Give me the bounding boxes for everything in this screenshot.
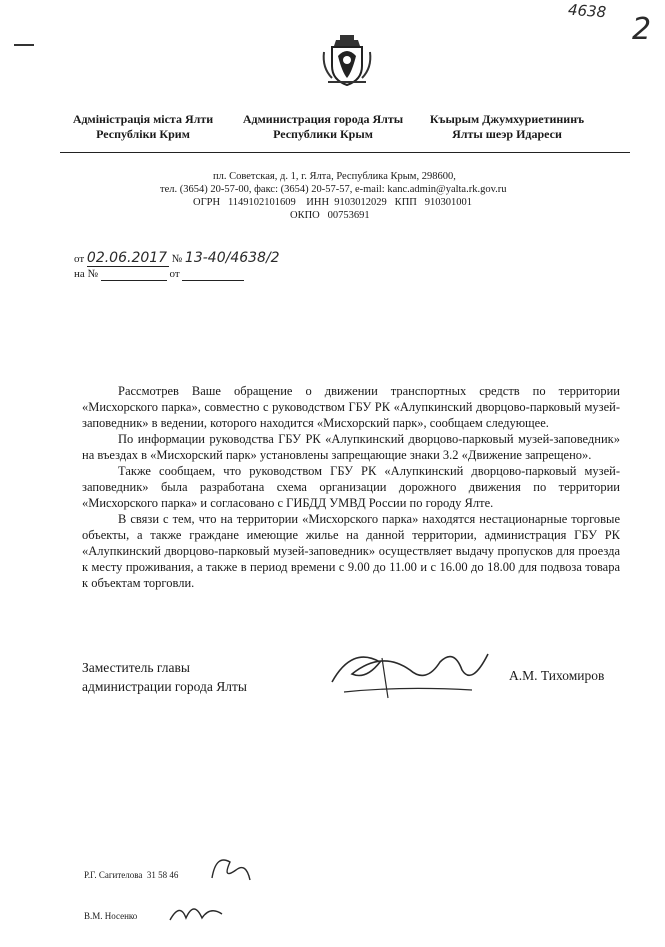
incoming-number-annotation: 4638 (567, 0, 607, 22)
signatory-name: А.М. Тихомиров (509, 668, 605, 683)
outgoing-reference (74, 250, 280, 267)
paragraph-2: По информации руководства ГБУ РК «Алупкинский дворцово-парковый музей-заповедник» на въездах в «Мисхорский парк» установлены запрещающие знаки 3.2 «Движение запрещено». (82, 432, 620, 462)
from2-label: от (169, 268, 180, 280)
number-label: № (171, 253, 183, 265)
to-number-blank (101, 268, 167, 281)
header-crimean-tatar-line2: Ялты шеэр Идареси (452, 127, 562, 141)
approver-line: В.М. Носенко (84, 911, 138, 921)
paragraph-3: Также сообщаем, что руководством ГБУ РК «Алупкинский дворцово-парковый музей-заповедник» была разработана схема организации дорожного движения по территории «Мисхорского парка» и согласовано с ГИБДД УМВД России по городу Ялте. (82, 464, 620, 510)
outgoing-date: 02.06.2017 (86, 250, 168, 266)
registration-codes-line: ОГРН 1149102101609 ИНН 9103012029 КПП 910301001 (193, 197, 472, 208)
signatory-title (82, 658, 247, 696)
executor-line: Р.Г. Сагителова 31 58 46 (84, 870, 179, 880)
header-ukrainian-line1: Адміністрація міста Ялти (72, 112, 214, 126)
coat-of-arms-emblem (318, 32, 376, 90)
page-mark-annotation: 2 (632, 12, 652, 47)
from-label: от (74, 253, 85, 265)
executor-initials (206, 850, 256, 890)
phone-email-line: тел. (3654) 20-57-00, факс: (3654) 20-57-57, e-mail: kanc.admin@yalta.rk.gov.ru (160, 184, 507, 195)
incoming-reference (74, 268, 244, 281)
paragraph-1: Рассмотрев Ваше обращение о движении транспортных средств по территории «Мисхорского парка», совместно с руководством ГБУ РК «Алупкинский дворцово-парковый музей-заповедник» в ведении, которого находится «Мисхорский парк», сообщаем следующее. (82, 384, 620, 430)
header-russian-line1: Администрация города Ялты (242, 112, 404, 126)
header-crimean-tatar (422, 112, 592, 142)
header-ukrainian-line2: Республіки Крим (96, 127, 190, 141)
header-russian-line2: Республики Крым (273, 127, 373, 141)
header-ukrainian (68, 112, 218, 142)
to-label: на № (74, 268, 99, 280)
okpo-line: ОКПО 00753691 (290, 210, 370, 221)
handwritten-signature (322, 640, 502, 704)
header-russian (232, 112, 414, 142)
approver-initials (166, 896, 226, 930)
header-crimean-tatar-line1: Къырым Джумхуриетининъ (429, 112, 585, 126)
signatory-title-line2: администрации города Ялты (82, 679, 247, 694)
address-line: пл. Советская, д. 1, г. Ялта, Республика Крым, 298600, (213, 171, 456, 182)
paragraph-4: В связи с тем, что на территории «Мисхорского парка» находятся нестационарные торговые объекты, а также граждане имеющие жилье на данной территории, администрация ГБУ РК «Алупкинский дворцово-парковый музей-заповедник» осуществляет выдачу пропусков для проезда к месту проживания, а также в период времени с 9.00 до 11.00 и с 16.00 до 18.00 для подвоза товара к объектам торговли. (82, 512, 620, 590)
outgoing-number: 13-40/4638/2 (184, 250, 280, 266)
left-edge-mark (14, 44, 34, 46)
signatory-title-line1: Заместитель главы (82, 660, 190, 675)
letter-body (82, 383, 620, 591)
header-divider (60, 152, 630, 153)
from2-date-blank (182, 268, 244, 281)
